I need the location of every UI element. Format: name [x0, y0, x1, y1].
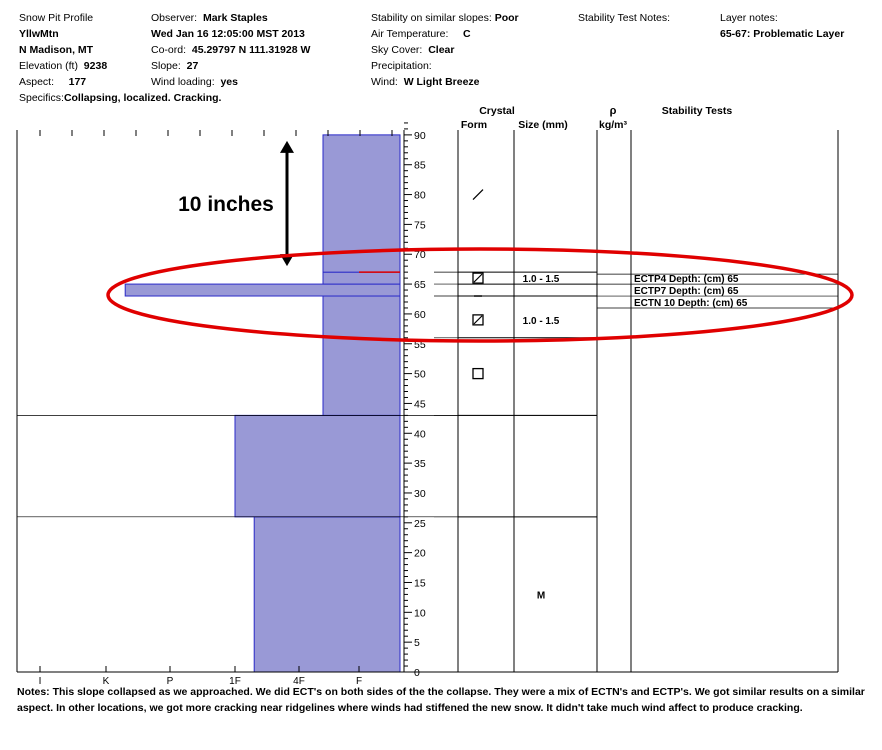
air-temperature: Air Temperature: C: [371, 28, 471, 40]
slope: Slope: 27: [151, 60, 199, 72]
depth-tick-label: 0: [414, 667, 420, 679]
hardness-bar-1: [235, 415, 400, 516]
depth-tick-label: 20: [414, 547, 426, 560]
aspect: Aspect: 177: [19, 76, 87, 88]
chart-frame: [17, 130, 838, 672]
crystal-size-label: 1.0 - 1.5: [522, 315, 560, 327]
depth-tick-label: 85: [414, 159, 426, 172]
hardness-bar-2: [323, 296, 400, 415]
crystal-form-new-snow: [473, 190, 483, 200]
location-region: N Madison, MT: [19, 44, 94, 56]
hardness-tick-label: 1F: [229, 676, 241, 687]
wind: Wind: W Light Breeze: [371, 76, 480, 88]
depth-tick-label: 65: [414, 279, 426, 292]
form-header: Form: [460, 119, 488, 131]
depth-tick-label: 15: [414, 577, 426, 590]
hardness-tick-label: 4F: [293, 676, 305, 687]
depth-tick-label: 40: [414, 428, 426, 441]
depth-tick-label: 60: [414, 308, 426, 321]
density-header: ρ: [609, 105, 617, 117]
crystal-form-slash: [474, 316, 482, 324]
stability-tests-header: Stability Tests: [661, 105, 733, 117]
location-name: YllwMtn: [19, 28, 59, 40]
annotation: [108, 141, 852, 341]
depth-tick-label: 75: [414, 219, 426, 232]
stability-test-label: ECTP7 Depth: (cm) 65: [634, 286, 739, 298]
depth-tick-label: 25: [414, 517, 426, 530]
hardness-tick-label: K: [102, 676, 110, 687]
hardness-bar-0: [254, 517, 400, 672]
depth-tick-label: 50: [414, 368, 426, 381]
specifics: Specifics:Collapsing, localized. Cracking.: [19, 92, 222, 104]
notes: [17, 684, 867, 716]
precipitation: Precipitation:: [371, 60, 432, 72]
hardness-tick-label: F: [355, 676, 363, 687]
depth-axis: [404, 123, 426, 679]
crystal-header: Crystal: [479, 105, 515, 117]
depth-tick-label: 30: [414, 487, 426, 500]
layer-notes-value: 65-67: Problematic Layer: [720, 28, 845, 40]
stability-tests: [597, 274, 838, 309]
depth-tick-label: 10: [414, 607, 426, 620]
stability-test-notes-label: Stability Test Notes:: [578, 12, 671, 24]
observer: Observer: Mark Staples: [151, 12, 268, 24]
stability-test-label: ECTP4 Depth: (cm) 65: [634, 274, 739, 286]
elevation: Elevation (ft) 9238: [19, 60, 108, 72]
density-unit-header: kg/m³: [598, 119, 628, 131]
hardness-tick-label: P: [166, 676, 174, 687]
coordinates: Co-ord: 45.29797 N 111.31928 W: [151, 44, 311, 56]
depth-tick-label: 90: [414, 129, 426, 142]
sky-cover: Sky Cover: Clear: [371, 44, 455, 56]
crystal-form-slash: [474, 274, 482, 282]
profile-title: Snow Pit Profile: [19, 12, 94, 24]
hardness-tick-label: I: [38, 676, 42, 687]
hardness-bar-4: [323, 272, 400, 284]
annotation-arrow-head-up: [280, 141, 294, 153]
observation-date: Wed Jan 16 12:05:00 MST 2013: [151, 28, 305, 40]
crystal-size-label: M: [536, 590, 546, 602]
notes-label: Notes:: [17, 686, 50, 698]
depth-tick-label: 80: [414, 189, 426, 202]
wind-loading: Wind loading: yes: [151, 76, 238, 88]
stability-similar-slopes: Stability on similar slopes: Poor: [371, 12, 519, 24]
hardness-bar-3: [125, 284, 400, 296]
size-header: Size (mm): [518, 119, 568, 131]
depth-tick-label: 55: [414, 338, 426, 351]
annotation-label: 10 inches: [178, 193, 274, 216]
layer-notes-label: Layer notes:: [720, 12, 778, 24]
notes-text: This slope collapsed as we approached. We did ECT's on both sides of the the collapse. They were a mix of ECTN's and ECTP's. We got similar results on a similar aspect. In other locations, we got more cracking near ridgelines where winds had stiffened the new snow. It didn't take much wind affect to produce cracking.: [17, 686, 865, 714]
depth-tick-label: 5: [414, 637, 420, 650]
depth-tick-label: 35: [414, 458, 426, 471]
crystal-form-faceted: [473, 369, 483, 379]
crystal-size-label: 1.0 - 1.5: [522, 274, 560, 286]
depth-tick-label: 70: [414, 249, 426, 262]
depth-tick-label: 45: [414, 398, 426, 411]
stability-test-label: ECTN 10 Depth: (cm) 65: [634, 297, 748, 309]
